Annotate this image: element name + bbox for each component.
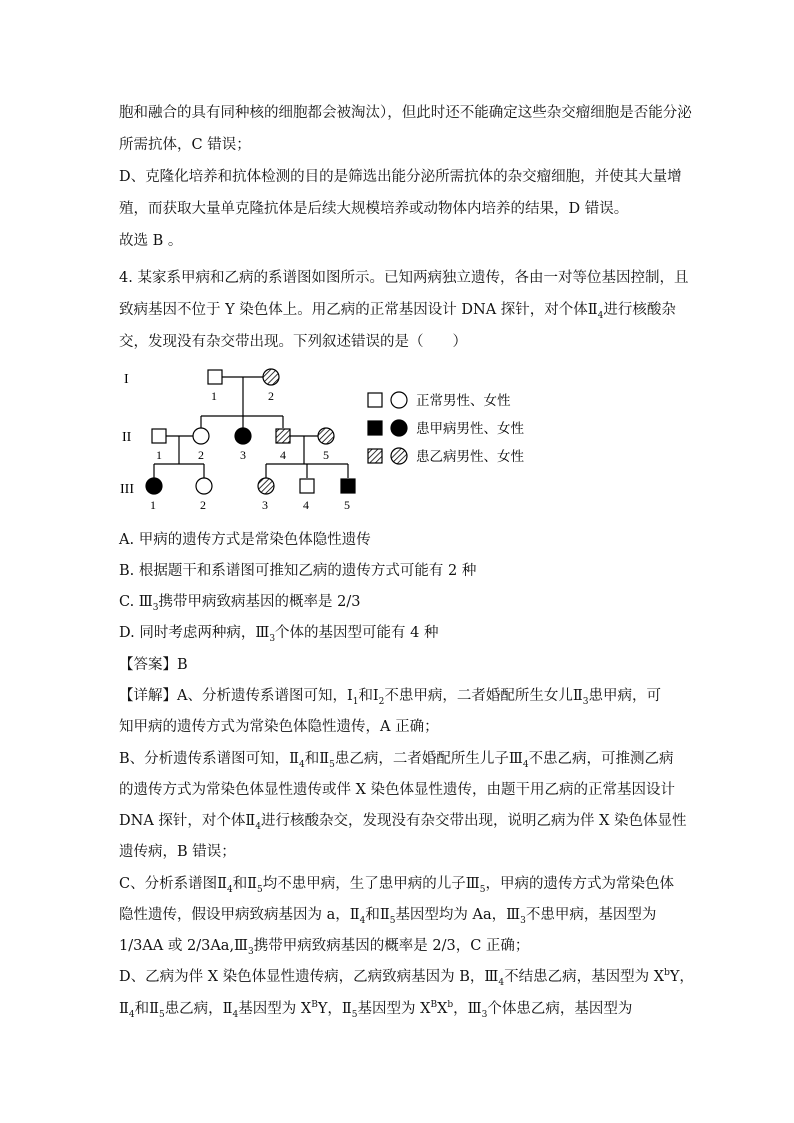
individual-iii3-diseaseB-female: [258, 478, 274, 494]
generation-label-i: I: [124, 372, 129, 387]
question-stem-line: 交，发现没有杂交带出现。下列叙述错误的是（ ）: [119, 334, 467, 350]
individual-number: 5: [344, 498, 350, 512]
explanation-line: 隐性遗传，假设甲病致病基因为 a，$Ⅱ_4$和$Ⅱ_5$基因型均为 Aa，$Ⅲ_3$不患甲病，基因型为: [119, 907, 657, 926]
question-stem-line: 4. 某家系甲病和乙病的系谱图如图所示。已知两病独立遗传，各由一对等位基因控制，且: [119, 270, 689, 286]
individual-ii3-diseaseA-female: [235, 428, 251, 444]
individual-number: 2: [198, 448, 204, 462]
individual-number: 1: [150, 498, 156, 512]
option-b: B. 根据题干和系谱图可推知乙病的遗传方式可能有 2 种: [119, 563, 477, 579]
explanation-line: DNA 探针，对个体$Ⅱ_4$进行核酸杂交，发现没有杂交带出现，说明乙病为伴 X 染色体显性: [119, 813, 687, 832]
individual-iii5-diseaseA-male: [341, 479, 355, 493]
individual-iii4-normal-male: [300, 479, 314, 493]
legend-diseaseA-label: 患甲病男性、女性: [416, 421, 524, 437]
individual-ii1-normal-male: [152, 429, 166, 443]
individual-number: 4: [303, 498, 309, 512]
text-line: 殖，而获取大量单克隆抗体是后续大规模培养或动物体内培养的结果，D 错误。: [119, 201, 629, 217]
individual-number: 1: [156, 448, 162, 462]
legend-diseaseB-label: 患乙病男性、女性: [416, 449, 524, 465]
individual-number: 3: [262, 498, 268, 512]
individual-number: 2: [268, 389, 274, 403]
generation-label-ii: II: [122, 430, 132, 445]
question-stem-line: 致病基因不位于 Y 染色体上。用乙病的正常基因设计 DNA 探针，对个体$Ⅱ_4$进行核酸杂: [119, 302, 676, 321]
explanation-line: $Ⅱ_4$和$Ⅱ_5$患乙病，$Ⅱ_4$基因型为 $X^BY$，$Ⅱ_5$基因型为 $X^BX^b$，$Ⅲ_3$个体患乙病，基因型为: [119, 1000, 633, 1020]
answer: 【答案】B: [119, 657, 188, 673]
explanation-line: D、乙病为伴 X 染色体显性遗传病，乙病致病基因为 B，$Ⅲ_4$不结患乙病，基因型为 $X^bY$，: [119, 968, 694, 988]
legend-diseaseB-male-icon: [368, 449, 382, 463]
individual-iii2-normal-female: [196, 478, 212, 494]
explanation-line: 的遗传方式为常染色体显性遗传或伴 X 染色体显性遗传，由题干用乙病的正常基因设计: [119, 782, 676, 798]
legend-normal-female-icon: [391, 392, 407, 408]
explanation-line: C、分析系谱图$Ⅱ_4$和$Ⅱ_5$均不患甲病，生了患甲病的儿子$Ⅲ_5$，甲病的遗传方式为常染色体: [119, 876, 674, 895]
option-c: C. $Ⅲ_3$携带甲病致病基因的概率是 2/3: [119, 594, 361, 613]
individual-i2-diseaseB-female: [263, 369, 279, 385]
individual-iii1-diseaseA-female: [146, 478, 162, 494]
legend-diseaseB-female-icon: [391, 448, 407, 464]
text-line: 胞和融合的具有同种核的细胞都会被淘汰），但此时还不能确定这些杂交瘤细胞是否能分泌: [119, 105, 692, 121]
explanation-line: 知甲病的遗传方式为常染色体隐性遗传，A 正确；: [119, 719, 439, 735]
individual-number: 5: [323, 448, 329, 462]
pedigree-chart: [112, 358, 542, 518]
legend-normal-label: 正常男性、女性: [416, 393, 511, 409]
text-line: D、克隆化培养和抗体检测的目的是筛选出能分泌所需抗体的杂交瘤细胞，并使其大量增: [119, 169, 682, 185]
text-line: 故选 B 。: [119, 233, 183, 249]
individual-ii2-normal-female: [193, 428, 209, 444]
individual-number: 3: [240, 448, 246, 462]
individual-ii4-diseaseB-male: [276, 429, 290, 443]
individual-ii5-diseaseB-female: [318, 428, 334, 444]
legend-diseaseA-male-icon: [368, 421, 382, 435]
explanation-line: 【详解】A、分析遗传系谱图可知，$Ⅰ_1$和$Ⅰ_2$不患甲病，二者婚配所生女儿$Ⅱ_3$患甲病，可: [119, 688, 661, 707]
legend-normal-male-icon: [368, 393, 382, 407]
legend-diseaseA-female-icon: [391, 420, 407, 436]
option-d: D. 同时考虑两种病，$Ⅲ_3$个体的基因型可能有 4 种: [119, 625, 439, 644]
explanation-line: B、分析遗传系谱图可知，$Ⅱ_4$和$Ⅱ_5$患乙病，二者婚配所生儿子$Ⅲ_4$不患乙病，可推测乙病: [119, 751, 674, 770]
individual-number: 1: [211, 389, 217, 403]
text-line: 所需抗体，C 错误；: [119, 137, 251, 153]
explanation-line: 遗传病，B 错误；: [119, 844, 236, 860]
individual-i1-normal-male: [208, 370, 222, 384]
generation-label-iii: III: [120, 482, 134, 497]
option-a: A. 甲病的遗传方式是常染色体隐性遗传: [119, 532, 371, 548]
individual-number: 4: [280, 448, 286, 462]
individual-number: 2: [200, 498, 206, 512]
explanation-line: 1/3AA 或 $2/3Aa,Ⅲ_3$携带甲病致病基因的概率是 2/3，C 正确；: [119, 938, 530, 957]
